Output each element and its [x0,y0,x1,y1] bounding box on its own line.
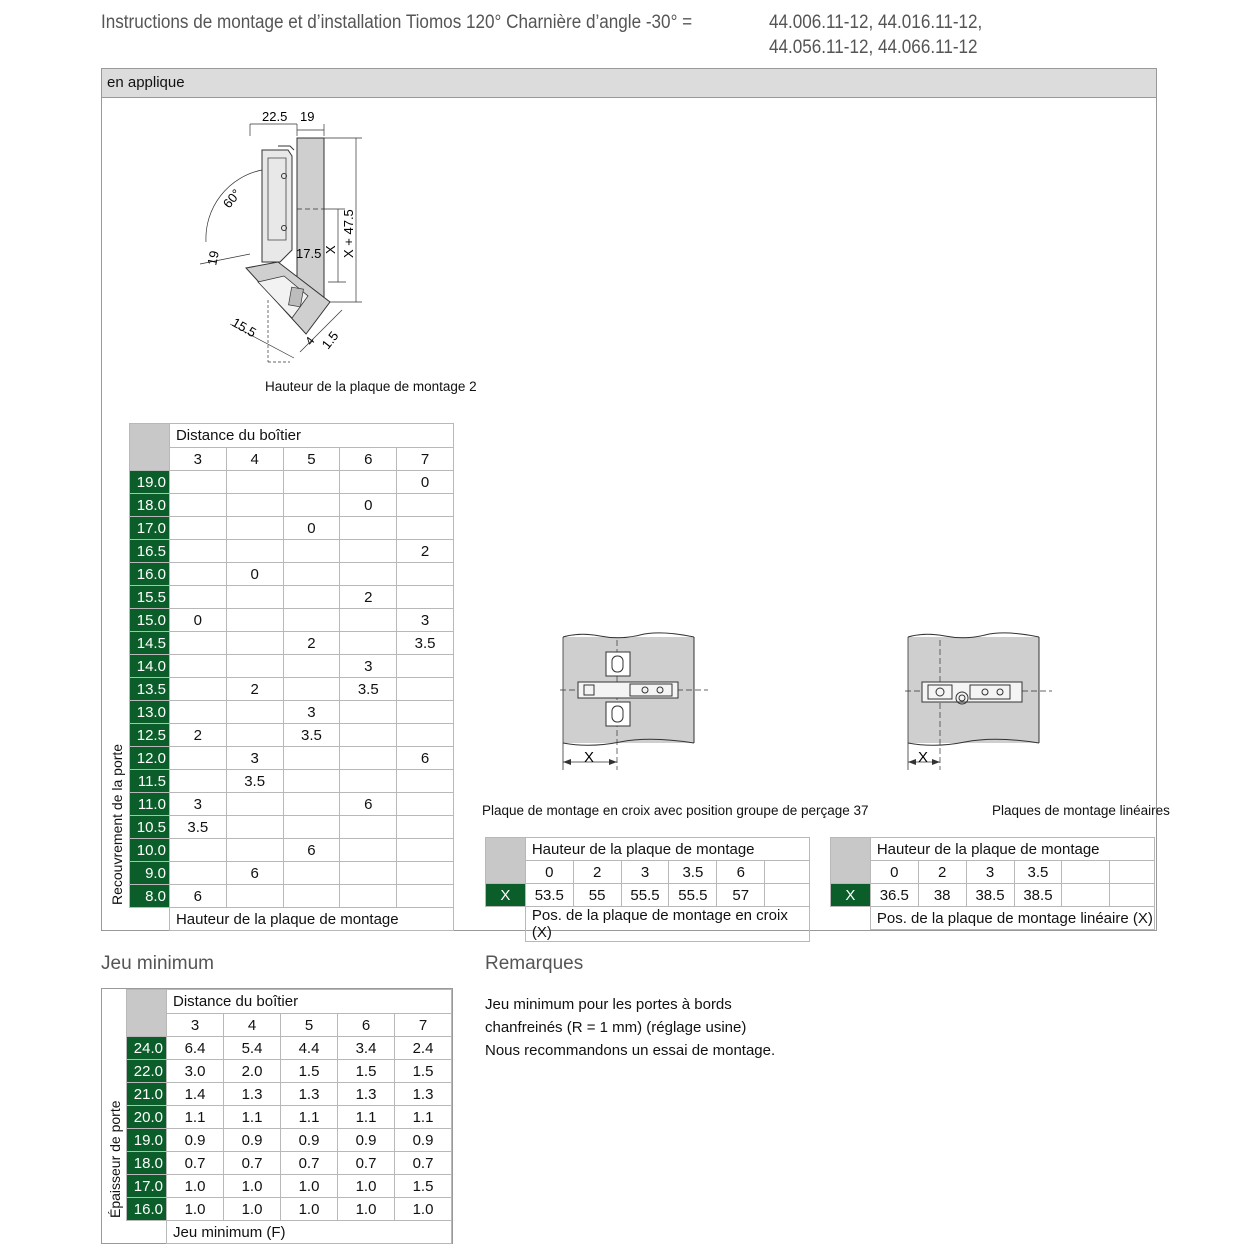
overlay-cell [340,609,397,632]
remarks-title: Remarques [485,953,584,974]
overlay-cell: 0 [397,471,454,494]
overlay-cell [397,494,454,517]
cross-mounting-plate-drawing [558,630,710,772]
min-gap-col-header: 3 [167,1014,224,1037]
overlay-cell [340,862,397,885]
overlay-cell [283,586,340,609]
overlay-row [130,655,454,678]
min-gap-row [127,1060,452,1083]
overlay-row [130,885,454,908]
overlay-cell [340,839,397,862]
overlay-row [130,494,454,517]
document-title: Instructions de montage et d’installation Tiomos 120° Charnière d’angle -30° = [101,12,693,33]
min-gap-cell: 0.9 [281,1129,338,1152]
article-codes [769,10,982,60]
overlay-row [130,678,454,701]
overlay-row-label: 9.0 [130,862,170,885]
min-gap-cell: 1.1 [281,1106,338,1129]
overlay-cell [226,540,283,563]
min-gap-cell: 1.5 [395,1060,452,1083]
cross-plate-col-header: 3 [621,861,669,884]
min-gap-cell: 1.3 [395,1083,452,1106]
cross-plate-row-label: X [486,884,526,907]
overlay-cell [226,632,283,655]
cross-plate-col-header: 2 [573,861,621,884]
min-gap-cell: 3.0 [167,1060,224,1083]
min-gap-row-label: 17.0 [127,1175,167,1198]
overlay-cell [340,632,397,655]
overlay-cell [226,655,283,678]
min-gap-cell: 5.4 [224,1037,281,1060]
overlay-cell [169,540,226,563]
overlay-row-label: 13.0 [130,701,170,724]
overlay-cell [340,747,397,770]
overlay-cell [226,793,283,816]
min-gap-row [127,1129,452,1152]
overlay-col-group-label: Distance du boîtier [169,424,453,448]
overlay-row [130,586,454,609]
overlay-cell [340,540,397,563]
overlay-cell [226,724,283,747]
min-gap-col-header: 6 [338,1014,395,1037]
overlay-cell [397,862,454,885]
overlay-footer-label: Hauteur de la plaque de montage [169,908,453,931]
overlay-cell: 6 [397,747,454,770]
overlay-cell [169,471,226,494]
article-codes-line1: 44.006.11-12, 44.016.11-12, [769,12,983,33]
hinge-drawing-caption: Hauteur de la plaque de montage 2 [265,379,477,394]
min-gap-cell: 1.3 [338,1083,395,1106]
linear-plate-value: 36.5 [870,884,918,907]
linear-plate-col-header: 3 [966,861,1014,884]
min-gap-row [127,1152,452,1175]
overlay-cell: 3.5 [340,678,397,701]
cross-plate-corner [486,838,526,884]
overlay-row [130,563,454,586]
min-gap-cell: 1.1 [338,1106,395,1129]
min-gap-cell: 1.0 [224,1198,281,1221]
overlay-row-label: 15.0 [130,609,170,632]
overlay-cell: 2 [397,540,454,563]
min-gap-cell: 2.4 [395,1037,452,1060]
overlay-cell [283,816,340,839]
linear-plate-value: 38 [918,884,966,907]
cross-plate-value [765,884,810,907]
overlay-cell: 6 [169,885,226,908]
overlay-row [130,517,454,540]
overlay-row [130,816,454,839]
cross-plate-value: 55 [573,884,621,907]
min-gap-cell: 1.0 [338,1198,395,1221]
overlay-row-label: 11.0 [130,793,170,816]
min-gap-cell: 0.9 [224,1129,281,1152]
min-gap-footer-spacer [127,1221,167,1244]
overlay-row-label: 13.5 [130,678,170,701]
overlay-cell [169,655,226,678]
overlay-cell [397,770,454,793]
overlay-cell: 3 [283,701,340,724]
overlay-cell: 0 [283,517,340,540]
min-gap-cell: 1.3 [224,1083,281,1106]
min-gap-cell: 0.7 [338,1152,395,1175]
overlay-cell: 2 [226,678,283,701]
overlay-row-label: 14.5 [130,632,170,655]
overlay-corner [130,424,170,471]
min-gap-cell: 1.5 [338,1060,395,1083]
min-gap-cell: 1.1 [167,1106,224,1129]
overlay-cell [283,862,340,885]
linear-plate-col-header: 3.5 [1014,861,1062,884]
min-gap-cell: 0.7 [395,1152,452,1175]
overlay-cell: 6 [340,793,397,816]
overlay-row-label: 17.0 [130,517,170,540]
cross-plate-col-header: 6 [717,861,765,884]
overlay-cell [226,609,283,632]
linear-plate-value [1110,884,1155,907]
overlay-cell [283,609,340,632]
min-gap-cell: 1.0 [281,1198,338,1221]
overlay-row-label: 10.5 [130,816,170,839]
overlay-cell: 0 [340,494,397,517]
linear-plate-row-label: X [831,884,871,907]
linear-mounting-plate-drawing [903,630,1055,772]
linear-plate-value [1062,884,1110,907]
overlay-row [130,770,454,793]
overlay-cell: 3.5 [397,632,454,655]
min-gap-row [127,1175,452,1198]
min-gap-cell: 1.3 [281,1083,338,1106]
cross-plate-col-header [765,861,810,884]
dim-15-5: 15.5 [229,314,259,341]
overlay-cell [340,770,397,793]
dim-19-left: 19 [204,249,222,267]
overlay-cell [397,816,454,839]
cross-plate-header-label: Hauteur de la plaque de montage [525,838,809,861]
min-gap-cell: 0.7 [281,1152,338,1175]
overlay-cell [283,471,340,494]
overlay-cell [283,793,340,816]
hinge-cross-section-drawing [190,104,380,372]
min-gap-col-header: 4 [224,1014,281,1037]
overlay-cell [340,517,397,540]
overlay-row [130,471,454,494]
min-gap-table [126,989,452,1244]
dim-22-5: 22.5 [262,109,288,124]
min-gap-cell: 1.0 [224,1175,281,1198]
overlay-cell [397,678,454,701]
overlay-row-label: 10.0 [130,839,170,862]
overlay-cell: 3 [169,793,226,816]
linear-plate-footer-label: Pos. de la plaque de montage linéaire (X) [870,907,1154,930]
cross-plate-table [485,837,810,942]
min-gap-col-header: 5 [281,1014,338,1037]
overlay-row-label: 12.5 [130,724,170,747]
linear-plate-caption: Plaques de montage linéaires [992,803,1170,818]
overlay-cell [226,471,283,494]
min-gap-cell: 4.4 [281,1037,338,1060]
dim-4: 4 [302,333,318,348]
linear-plate-header-label: Hauteur de la plaque de montage [870,838,1154,861]
min-gap-row-axis-label: Épaisseur de porte [107,1100,123,1218]
remarks-line: chanfreinés (R = 1 mm) (réglage usine) [485,1019,747,1036]
overlay-cell [226,839,283,862]
overlay-col-header: 5 [283,448,340,471]
overlay-cell [169,632,226,655]
cross-plate-dim-x: X [584,749,595,766]
linear-plate-value: 38.5 [966,884,1014,907]
overlay-cell: 3.5 [169,816,226,839]
min-gap-cell: 1.0 [167,1175,224,1198]
overlay-cell [169,839,226,862]
overlay-row [130,747,454,770]
overlay-row [130,862,454,885]
linear-plate-col-header [1110,861,1155,884]
overlay-cell: 3 [340,655,397,678]
dim-x-plus-47-5: X + 47.5 [341,209,356,258]
overlay-cell [226,701,283,724]
overlay-cell [169,517,226,540]
overlay-cell: 2 [283,632,340,655]
overlay-row-axis-label: Recouvrement de la porte [109,743,125,905]
min-gap-row-label: 16.0 [127,1198,167,1221]
overlay-cell [397,586,454,609]
linear-plate-corner [831,838,871,884]
min-gap-row-label: 18.0 [127,1152,167,1175]
linear-plate-footer-spacer [831,907,871,930]
section-label: en applique [107,74,185,91]
linear-plate-table [830,837,1155,930]
overlay-cell [169,494,226,517]
remarks-text [485,993,775,1062]
min-gap-cell: 0.7 [167,1152,224,1175]
overlay-cell [397,839,454,862]
overlay-cell [397,724,454,747]
cross-plate-col-header: 3.5 [669,861,717,884]
min-gap-row [127,1083,452,1106]
overlay-row [130,540,454,563]
linear-plate-value: 38.5 [1014,884,1062,907]
overlay-cell [397,563,454,586]
overlay-row-label: 15.5 [130,586,170,609]
min-gap-cell: 1.5 [395,1175,452,1198]
dim-angle-60: 60° [219,186,244,211]
remarks-line: Jeu minimum pour les portes à bords [485,996,732,1013]
overlay-cell [169,586,226,609]
min-gap-cell: 1.1 [224,1106,281,1129]
overlay-row [130,724,454,747]
cross-plate-col-header: 0 [525,861,573,884]
overlay-cell [397,517,454,540]
min-gap-cell: 1.0 [338,1175,395,1198]
overlay-footer-spacer [130,908,170,931]
overlay-cell: 2 [169,724,226,747]
overlay-row-label: 8.0 [130,885,170,908]
overlay-cell [169,701,226,724]
overlay-cell: 3 [226,747,283,770]
overlay-cell [169,770,226,793]
cross-plate-footer-label: Pos. de la plaque de montage en croix (X) [525,907,809,942]
min-gap-cell: 1.5 [281,1060,338,1083]
overlay-cell [283,770,340,793]
min-gap-row [127,1037,452,1060]
overlay-row-label: 12.0 [130,747,170,770]
min-gap-footer-label: Jeu minimum (F) [167,1221,452,1244]
overlay-row [130,632,454,655]
overlay-col-header: 6 [340,448,397,471]
overlay-row-label: 19.0 [130,471,170,494]
overlay-row-label: 11.5 [130,770,170,793]
overlay-cell [340,885,397,908]
overlay-row [130,839,454,862]
dim-1-5: 1.5 [318,328,342,352]
min-gap-cell: 1.0 [395,1198,452,1221]
overlay-cell: 6 [226,862,283,885]
min-gap-title: Jeu minimum [101,953,214,974]
overlay-cell [283,678,340,701]
overlay-cell [226,494,283,517]
overlay-cell [226,517,283,540]
min-gap-cell: 0.7 [224,1152,281,1175]
overlay-row [130,701,454,724]
overlay-cell: 0 [226,563,283,586]
overlay-row-label: 18.0 [130,494,170,517]
overlay-cell [226,885,283,908]
cross-plate-value: 55.5 [621,884,669,907]
overlay-cell [226,816,283,839]
linear-plate-col-header [1062,861,1110,884]
overlay-cell: 0 [169,609,226,632]
min-gap-row-label: 24.0 [127,1037,167,1060]
overlay-cell [226,586,283,609]
min-gap-row [127,1198,452,1221]
min-gap-cell: 3.4 [338,1037,395,1060]
overlay-col-header: 7 [397,448,454,471]
dim-17-5: 17.5 [296,246,322,261]
overlay-table [129,423,454,931]
min-gap-cell: 6.4 [167,1037,224,1060]
overlay-cell [169,563,226,586]
overlay-cell: 3.5 [283,724,340,747]
cross-plate-value: 55.5 [669,884,717,907]
min-gap-cell: 1.4 [167,1083,224,1106]
overlay-cell: 3 [397,609,454,632]
cross-plate-value: 53.5 [525,884,573,907]
overlay-cell: 3.5 [226,770,283,793]
overlay-cell [397,701,454,724]
overlay-cell [169,747,226,770]
min-gap-cell: 1.0 [281,1175,338,1198]
overlay-cell [340,816,397,839]
overlay-cell [283,747,340,770]
overlay-cell [169,678,226,701]
min-gap-row-label: 21.0 [127,1083,167,1106]
overlay-cell: 2 [340,586,397,609]
overlay-row-label: 16.0 [130,563,170,586]
min-gap-cell: 1.0 [167,1198,224,1221]
overlay-cell [397,885,454,908]
overlay-cell [340,563,397,586]
min-gap-cell: 2.0 [224,1060,281,1083]
overlay-col-header: 4 [226,448,283,471]
overlay-cell [340,701,397,724]
min-gap-corner [127,990,167,1037]
min-gap-col-header: 7 [395,1014,452,1037]
remarks-line: Nous recommandons un essai de montage. [485,1042,776,1059]
cross-plate-value: 57 [717,884,765,907]
overlay-row [130,793,454,816]
linear-plate-col-header: 0 [870,861,918,884]
overlay-cell [340,471,397,494]
min-gap-cell: 0.9 [338,1129,395,1152]
overlay-cell [283,494,340,517]
section-band [102,69,1156,98]
cross-plate-caption: Plaque de montage en croix avec position groupe de perçage 37 [482,803,869,818]
overlay-row-label: 16.5 [130,540,170,563]
overlay-cell [283,885,340,908]
dim-x: X [323,245,338,254]
overlay-cell [397,793,454,816]
min-gap-row-label: 22.0 [127,1060,167,1083]
overlay-cell [283,655,340,678]
overlay-cell [397,655,454,678]
min-gap-row-label: 20.0 [127,1106,167,1129]
dim-19-top: 19 [300,109,315,124]
min-gap-col-group-label: Distance du boîtier [167,990,452,1014]
overlay-cell [283,563,340,586]
min-gap-row-label: 19.0 [127,1129,167,1152]
linear-plate-col-header: 2 [918,861,966,884]
min-gap-cell: 0.9 [167,1129,224,1152]
min-gap-row [127,1106,452,1129]
article-codes-line2: 44.056.11-12, 44.066.11-12 [769,37,978,58]
cross-plate-footer-spacer [486,907,526,942]
overlay-col-header: 3 [169,448,226,471]
overlay-cell: 6 [283,839,340,862]
overlay-cell [169,862,226,885]
overlay-row-label: 14.0 [130,655,170,678]
overlay-cell [283,540,340,563]
overlay-cell [340,724,397,747]
overlay-row [130,609,454,632]
min-gap-cell: 1.1 [395,1106,452,1129]
min-gap-cell: 0.9 [395,1129,452,1152]
linear-plate-dim-x: X [918,749,929,766]
